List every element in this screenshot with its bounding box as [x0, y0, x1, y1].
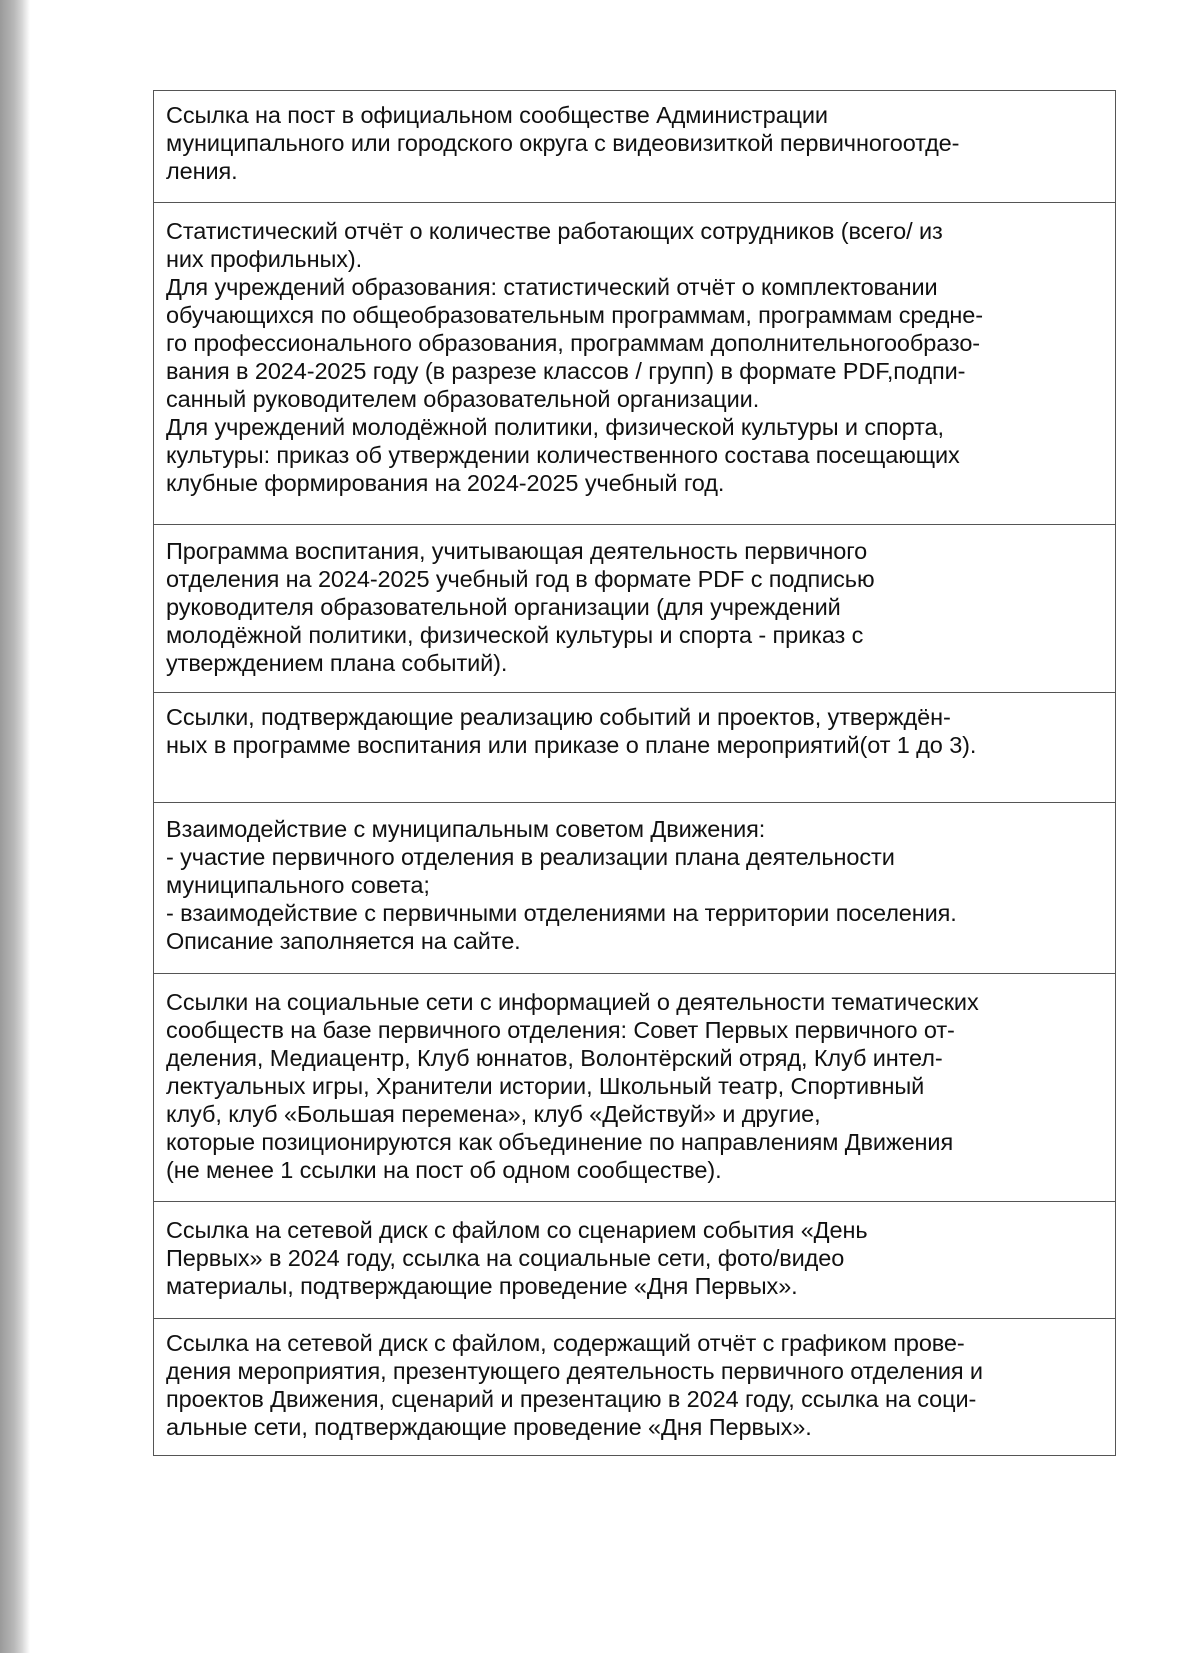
requirements-table — [153, 90, 1116, 1456]
table-row: Взаимодействие с муниципальным советом Движения: - участие первичного отделения в реализации плана деятельности муниципального совета; - взаимодействие с первичными отделениями на территории поселения. Описание заполняется на сайте. — [154, 803, 1115, 974]
table-row: Ссылка на сетевой диск с файлом со сценарием события «День Первых» в 2024 году, ссылка на социальные сети, фото/видео материалы, подтверждающие проведение «Дня Первых». — [154, 1202, 1115, 1319]
table-row: Ссылки, подтверждающие реализацию событий и проектов, утверждён- ных в программе воспитания или приказе о плане мероприятий(от 1 до 3). — [154, 693, 1115, 803]
table-row: Статистический отчёт о количестве работающих сотрудников (всего/ из них профильных). Для учреждений образования: статистический отчёт о комплектовании обучающихся по общеобразовательным программам, программам средне- го профессионального образования, программам дополнительногообразо- вания в 2024-2025 году (в разрезе классов / групп) в формате PDF,подпи- санный руководителем образовательной организации. Для учреждений молодёжной политики, физической культуры и спорта, культуры: приказ об утверждении количественного состава посещающих клубные формирования на 2024-2025 учебный год. — [154, 203, 1115, 525]
table-row: Ссылка на пост в официальном сообществе Администрации муниципального или городского округа с видеовизиткой первичногоотде- ления. — [154, 91, 1115, 203]
table-row: Программа воспитания, учитывающая деятельность первичного отделения на 2024-2025 учебный год в формате PDF с подписью руководителя образовательной организации (для учреждений молодёжной политики, физической культуры и спорта - приказ с утверждением плана событий). — [154, 525, 1115, 693]
table-row: Ссылки на социальные сети с информацией о деятельности тематических сообществ на базе первичного отделения: Совет Первых первичного от- деления, Медиацентр, Клуб юннатов, Волонтёрский отряд, Клуб интел- лектуальных игры, Хранители истории, Школьный театр, Спортивный клуб, клуб «Большая перемена», клуб «Действуй» и другие, которые позиционируются как объединение по направлениям Движения (не менее 1 ссылки на пост об одном сообществе). — [154, 974, 1115, 1202]
table-row: Ссылка на сетевой диск с файлом, содержащий отчёт с графиком прове- дения мероприятия, презентующего деятельность первичного отделения и проектов Движения, сценарий и презентацию в 2024 году, ссылка на соци- альные сети, подтверждающие проведение «Дня Первых». — [154, 1319, 1115, 1456]
scan-edge-shadow — [0, 0, 30, 1653]
